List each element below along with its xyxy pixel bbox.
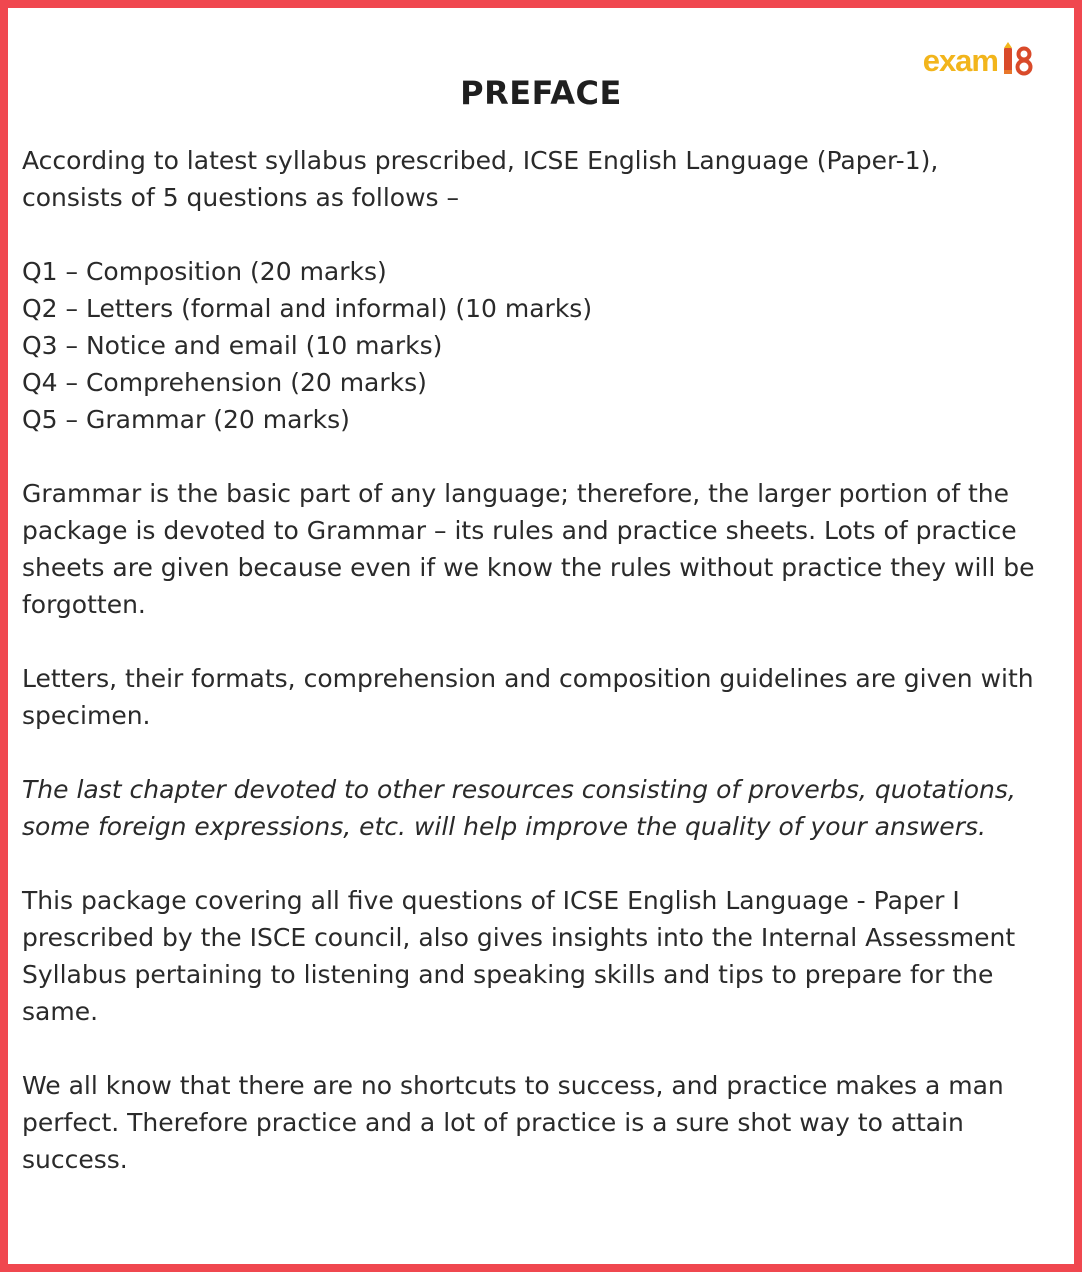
last-chapter-paragraph: The last chapter devoted to other resources consisting of proverbs, quotations, some foreign expressions, etc. will help improve the quality of your answers. <box>22 775 1016 841</box>
logo-pencil-18-icon <box>1000 40 1034 76</box>
list-item-q1: Q1 – Composition (20 marks) <box>22 257 387 286</box>
package-paragraph: This package covering all five questions of ICSE English Language - Paper I prescribed by the ISCE council, also gives insights into the Internal Assessment Syllabus pertaining to listening and speaking skills and tips to prepare for the same. <box>22 886 1016 1026</box>
exam18-logo <box>923 36 1034 76</box>
logo-wordmark: exam <box>922 43 998 78</box>
list-item-q2: Q2 – Letters (formal and informal) (10 marks) <box>22 294 593 323</box>
grammar-paragraph: Grammar is the basic part of any language; therefore, the larger portion of the package is devoted to Grammar – its rules and practice sheets. Lots of practice sheets are given because even if we know the rules without practice they will be forgotten. <box>22 479 1035 619</box>
preface-body <box>22 142 1042 1215</box>
list-item-q3: Q3 – Notice and email (10 marks) <box>22 331 443 360</box>
question-list <box>22 253 1042 438</box>
closing-paragraph: We all know that there are no shortcuts to success, and practice makes a man perfect. Therefore practice and a lot of practice is a sure shot way to attain success. <box>22 1071 1004 1174</box>
intro-paragraph: According to latest syllabus prescribed, ICSE English Language (Paper-1), consists of 5 questions as follows – <box>22 146 939 212</box>
letters-paragraph: Letters, their formats, comprehension and composition guidelines are given with specimen. <box>22 664 1034 730</box>
list-item-q5: Q5 – Grammar (20 marks) <box>22 405 350 434</box>
page-title: PREFACE <box>460 74 622 112</box>
list-item-q4: Q4 – Comprehension (20 marks) <box>22 368 427 397</box>
